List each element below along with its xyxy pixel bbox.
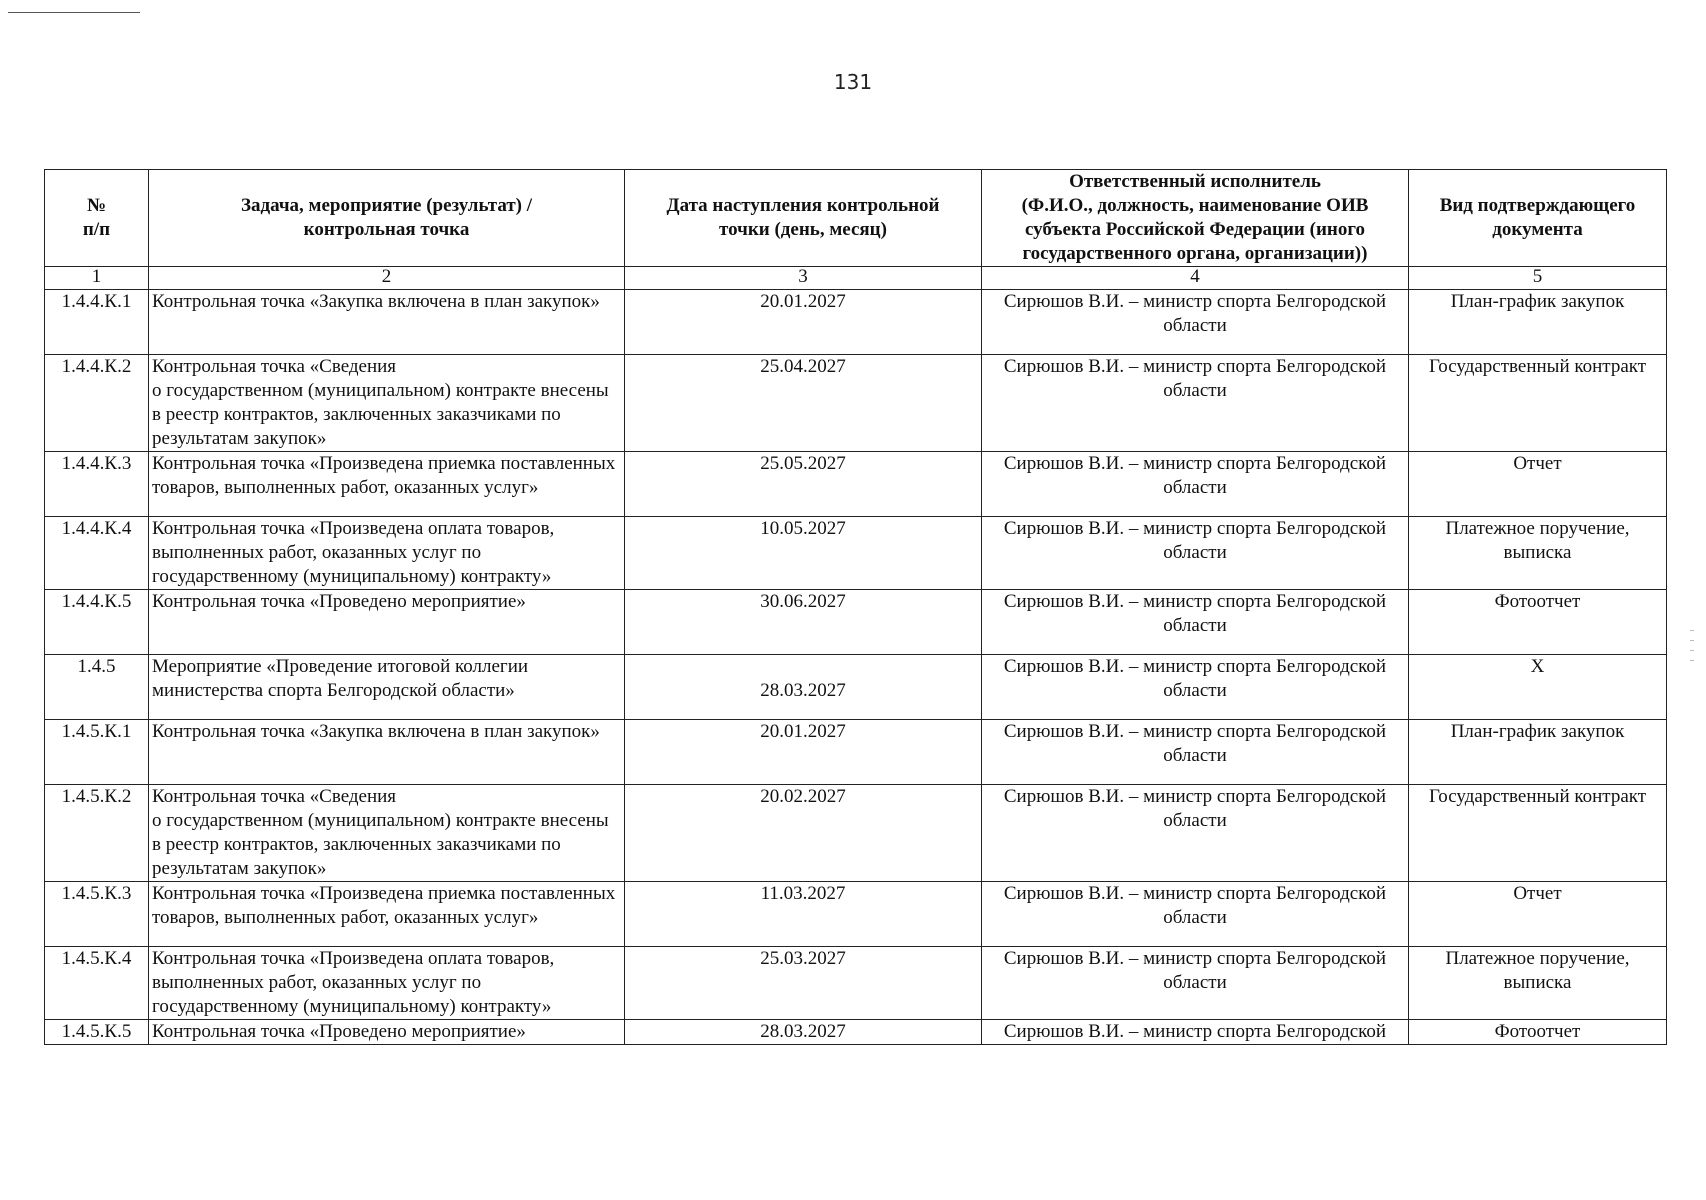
column-number-row <box>45 267 1667 290</box>
header-line: точки (день, месяц) <box>719 219 887 240</box>
header-line: контрольная точка <box>303 219 470 240</box>
row-responsible-cell: Сирюшов В.И. – министр спорта Белгородской области <box>982 785 1409 882</box>
row-document-cell: Х <box>1409 655 1667 720</box>
row-date-cell <box>625 947 982 1020</box>
row-date-cell <box>625 785 982 882</box>
header-row <box>45 170 1667 267</box>
row-document-cell: Фотоотчет <box>1409 1020 1667 1045</box>
row-task-cell: Контрольная точка «Произведена оплата товаров, выполненных работ, оказанных услуг по государственному (муниципальному) контракту» <box>149 947 625 1020</box>
row-date-cell <box>625 655 982 720</box>
row-date-value: 28.03.2027 <box>760 1021 846 1042</box>
row-responsible-cell: Сирюшов В.И. – министр спорта Белгородской области <box>982 355 1409 452</box>
row-document-cell: Государственный контракт <box>1409 355 1667 452</box>
row-task-cell: Мероприятие «Проведение итоговой коллегии министерства спорта Белгородской области» <box>149 655 625 720</box>
row-number-cell: 1.4.5.К.2 <box>45 785 149 882</box>
row-date-cell <box>625 720 982 785</box>
row-date-value: 10.05.2027 <box>760 518 846 539</box>
row-date-value: 20.02.2027 <box>760 786 846 807</box>
table-row <box>45 290 1667 355</box>
row-task-cell: Контрольная точка «Сведения о государственном (муниципальном) контракте внесены в реестр контрактов, заключенных заказчиками по результатам закупок» <box>149 785 625 882</box>
row-date-cell <box>625 290 982 355</box>
header-cell-document <box>1409 170 1667 267</box>
table-row <box>45 590 1667 655</box>
row-number-cell: 1.4.5.К.4 <box>45 947 149 1020</box>
row-number-cell: 1.4.5 <box>45 655 149 720</box>
table-row <box>45 655 1667 720</box>
table-row <box>45 1020 1667 1045</box>
row-document-cell: Фотоотчет <box>1409 590 1667 655</box>
row-date-value: 20.01.2027 <box>760 721 846 742</box>
row-number-cell: 1.4.5.К.5 <box>45 1020 149 1045</box>
header-line: документа <box>1492 219 1583 240</box>
page-number: 131 <box>833 70 873 94</box>
row-task-cell: Контрольная точка «Закупка включена в план закупок» <box>149 720 625 785</box>
table-body <box>45 290 1667 1045</box>
row-date-value: 25.05.2027 <box>760 453 846 474</box>
row-number-cell: 1.4.4.К.3 <box>45 452 149 517</box>
row-date-value: 25.03.2027 <box>760 948 846 969</box>
header-cell-date <box>625 170 982 267</box>
table-row <box>45 882 1667 947</box>
row-responsible-cell: Сирюшов В.И. – министр спорта Белгородской области <box>982 517 1409 590</box>
row-number-cell: 1.4.5.К.3 <box>45 882 149 947</box>
row-task-cell: Контрольная точка «Проведено мероприятие» <box>149 590 625 655</box>
row-date-cell <box>625 517 982 590</box>
control-points-table <box>44 169 1667 1045</box>
table-row <box>45 355 1667 452</box>
header-cell-task <box>149 170 625 267</box>
column-number: 4 <box>982 267 1409 290</box>
row-responsible-cell: Сирюшов В.И. – министр спорта Белгородской области <box>982 947 1409 1020</box>
row-date-cell <box>625 1020 982 1045</box>
header-line: № <box>86 195 107 216</box>
scan-margin-marks <box>1690 630 1698 690</box>
row-number-cell: 1.4.4.К.5 <box>45 590 149 655</box>
header-line: Задача, мероприятие (результат) / <box>240 195 533 216</box>
row-document-cell: Платежное поручение, выписка <box>1409 517 1667 590</box>
row-number-cell: 1.4.5.К.1 <box>45 720 149 785</box>
header-line: (Ф.И.О., должность, наименование ОИВ <box>1021 195 1369 216</box>
header-line: Вид подтверждающего <box>1439 195 1636 216</box>
table-row <box>45 947 1667 1020</box>
header-cell-responsible <box>982 170 1409 267</box>
row-document-cell: План-график закупок <box>1409 290 1667 355</box>
row-responsible-cell: Сирюшов В.И. – министр спорта Белгородской области <box>982 290 1409 355</box>
row-document-cell: Отчет <box>1409 452 1667 517</box>
row-number-cell: 1.4.4.К.2 <box>45 355 149 452</box>
header-line: п/п <box>82 219 111 240</box>
column-number: 2 <box>149 267 625 290</box>
table-row <box>45 785 1667 882</box>
row-document-cell: План-график закупок <box>1409 720 1667 785</box>
header-line: государственного органа, организации)) <box>1022 243 1368 264</box>
row-responsible-cell: Сирюшов В.И. – министр спорта Белгородской <box>982 1020 1409 1045</box>
row-task-cell: Контрольная точка «Закупка включена в план закупок» <box>149 290 625 355</box>
scan-artifact-line <box>8 12 140 13</box>
row-task-cell: Контрольная точка «Произведена приемка поставленных товаров, выполненных работ, оказанных услуг» <box>149 882 625 947</box>
row-number-cell: 1.4.4.К.1 <box>45 290 149 355</box>
header-line: Ответственный исполнитель <box>1069 171 1321 192</box>
row-date-cell <box>625 882 982 947</box>
row-document-cell: Отчет <box>1409 882 1667 947</box>
row-task-cell: Контрольная точка «Произведена приемка поставленных товаров, выполненных работ, оказанных услуг» <box>149 452 625 517</box>
row-date-value: 28.03.2027 <box>760 680 846 701</box>
column-number: 3 <box>625 267 982 290</box>
header-cell-number <box>45 170 149 267</box>
row-date-value: 30.06.2027 <box>760 591 846 612</box>
row-date-cell <box>625 355 982 452</box>
row-responsible-cell: Сирюшов В.И. – министр спорта Белгородской области <box>982 452 1409 517</box>
row-document-cell: Платежное поручение, выписка <box>1409 947 1667 1020</box>
row-task-cell: Контрольная точка «Произведена оплата товаров, выполненных работ, оказанных услуг по государственному (муниципальному) контракту» <box>149 517 625 590</box>
row-responsible-cell: Сирюшов В.И. – министр спорта Белгородской области <box>982 655 1409 720</box>
column-number: 1 <box>45 267 149 290</box>
row-responsible-cell: Сирюшов В.И. – министр спорта Белгородской области <box>982 590 1409 655</box>
table-row <box>45 517 1667 590</box>
row-date-value: 25.04.2027 <box>760 356 846 377</box>
table-row <box>45 452 1667 517</box>
header-line: субъекта Российской Федерации (иного <box>1024 219 1366 240</box>
row-date-value: 11.03.2027 <box>760 883 846 904</box>
table-row <box>45 720 1667 785</box>
row-date-cell <box>625 590 982 655</box>
row-task-cell: Контрольная точка «Сведения о государственном (муниципальном) контракте внесены в реестр контрактов, заключенных заказчиками по результатам закупок» <box>149 355 625 452</box>
row-number-cell: 1.4.4.К.4 <box>45 517 149 590</box>
row-responsible-cell: Сирюшов В.И. – министр спорта Белгородской области <box>982 720 1409 785</box>
row-date-value: 20.01.2027 <box>760 291 846 312</box>
row-date-cell <box>625 452 982 517</box>
column-number: 5 <box>1409 267 1667 290</box>
header-line: Дата наступления контрольной <box>666 195 940 216</box>
row-task-cell: Контрольная точка «Проведено мероприятие» <box>149 1020 625 1045</box>
row-document-cell: Государственный контракт <box>1409 785 1667 882</box>
row-responsible-cell: Сирюшов В.И. – министр спорта Белгородской области <box>982 882 1409 947</box>
